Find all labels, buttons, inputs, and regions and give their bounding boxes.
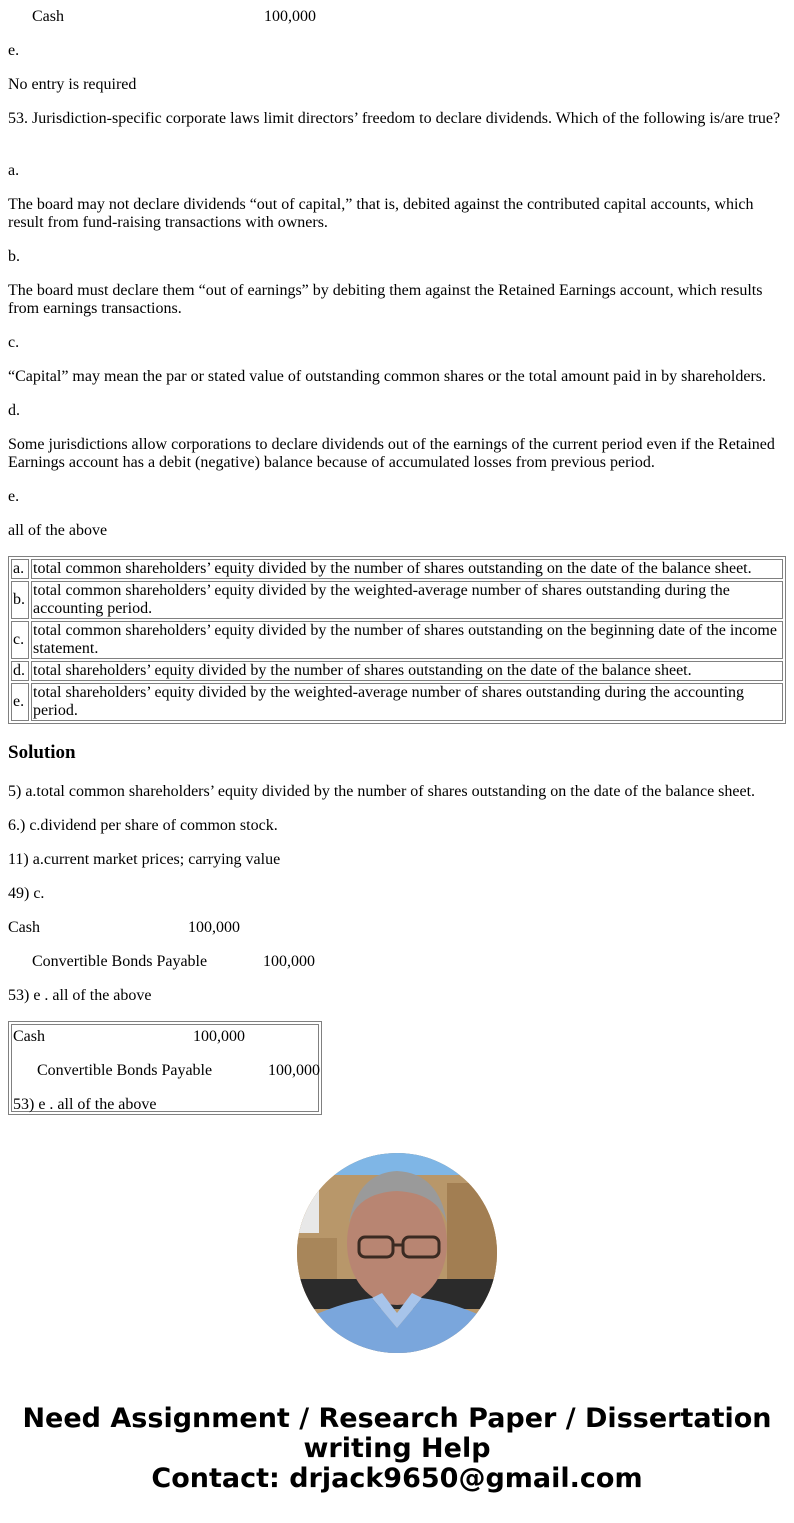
answer-11: 11) a.current market prices; carrying value bbox=[8, 851, 281, 868]
journal-debit-line bbox=[8, 919, 786, 937]
option-text: all of the above bbox=[8, 522, 108, 539]
answer-53: 53) e . all of the above bbox=[8, 987, 152, 1004]
account-name: Cash bbox=[8, 919, 40, 936]
option-label: d. bbox=[11, 661, 29, 681]
option-text: total common shareholders’ equity divided by the number of shares outstanding on the beginning date of the income statement. bbox=[31, 621, 783, 659]
option-text: Some jurisdictions allow corporations to declare dividends out of the earnings of the current period even if the Retained Earnings account has a debit (negative) balance because of accumulated losses from previous period. bbox=[8, 436, 775, 471]
account-name: Convertible Bonds Payable bbox=[37, 1062, 213, 1079]
promo-line-2: writing Help bbox=[303, 1433, 491, 1464]
option-label: b. bbox=[8, 248, 20, 265]
amount: 100,000 bbox=[188, 919, 240, 936]
option-label: a. bbox=[8, 162, 20, 179]
table-row bbox=[11, 621, 783, 659]
boxed-solution bbox=[8, 1021, 322, 1115]
answer-53: 53) e . all of the above bbox=[13, 1096, 157, 1113]
options-table bbox=[8, 556, 786, 724]
option-text: total shareholders’ equity divided by the weighted-average number of shares outstanding during the accounting period. bbox=[31, 683, 783, 721]
account-name: Cash bbox=[32, 8, 64, 25]
option-label: b. bbox=[11, 581, 29, 619]
portrait-image bbox=[297, 1153, 497, 1353]
option-text: “Capital” may mean the par or stated value of outstanding common shares or the total amount paid in by shareholders. bbox=[8, 368, 767, 385]
table-row bbox=[11, 661, 783, 681]
solution-heading: Solution bbox=[8, 742, 76, 763]
answer-6: 6.) c.dividend per share of common stock. bbox=[8, 817, 278, 834]
amount: 100,000 bbox=[264, 8, 316, 25]
account-name: Cash bbox=[13, 1028, 45, 1045]
table-row bbox=[11, 683, 783, 721]
amount: 100,000 bbox=[268, 1062, 320, 1079]
account-name: Convertible Bonds Payable bbox=[32, 953, 208, 970]
option-label: c. bbox=[11, 621, 29, 659]
option-text: total shareholders’ equity divided by the number of shares outstanding on the date of the balance sheet. bbox=[31, 661, 783, 681]
answer-49: 49) c. bbox=[8, 885, 45, 902]
journal-credit-line bbox=[8, 953, 786, 971]
option-label: c. bbox=[8, 334, 20, 351]
option-label: d. bbox=[8, 402, 20, 419]
promo-line-1: Need Assignment / Research Paper / Dissertation bbox=[22, 1403, 772, 1434]
promo-banner bbox=[0, 1404, 794, 1494]
option-text: No entry is required bbox=[8, 76, 137, 93]
table-row bbox=[11, 581, 783, 619]
option-label: e. bbox=[8, 488, 20, 505]
promo-contact: Contact: drjack9650@gmail.com bbox=[151, 1463, 643, 1494]
table-row bbox=[11, 559, 783, 579]
option-text: total common shareholders’ equity divided by the weighted-average number of shares outstanding during the accounting period. bbox=[31, 581, 783, 619]
amount: 100,000 bbox=[193, 1028, 245, 1045]
amount: 100,000 bbox=[263, 953, 315, 970]
option-label: e. bbox=[8, 42, 20, 59]
option-text: total common shareholders’ equity divided by the number of shares outstanding on the date of the balance sheet. bbox=[31, 559, 783, 579]
author-avatar bbox=[297, 1153, 497, 1353]
option-label: e. bbox=[11, 683, 29, 721]
question-stem: 53. Jurisdiction-specific corporate laws limit directors’ freedom to declare dividends. Which of the following is/are true? bbox=[8, 110, 781, 127]
option-text: The board must declare them “out of earnings” by debiting them against the Retained Earnings account, which results from earnings transactions. bbox=[8, 282, 763, 317]
option-label: a. bbox=[11, 559, 29, 579]
option-text: The board may not declare dividends “out of capital,” that is, debited against the contributed capital accounts, which result from fund-raising transactions with owners. bbox=[8, 196, 754, 231]
answer-5: 5) a.total common shareholders’ equity divided by the number of shares outstanding on the date of the balance sheet. bbox=[8, 783, 756, 800]
